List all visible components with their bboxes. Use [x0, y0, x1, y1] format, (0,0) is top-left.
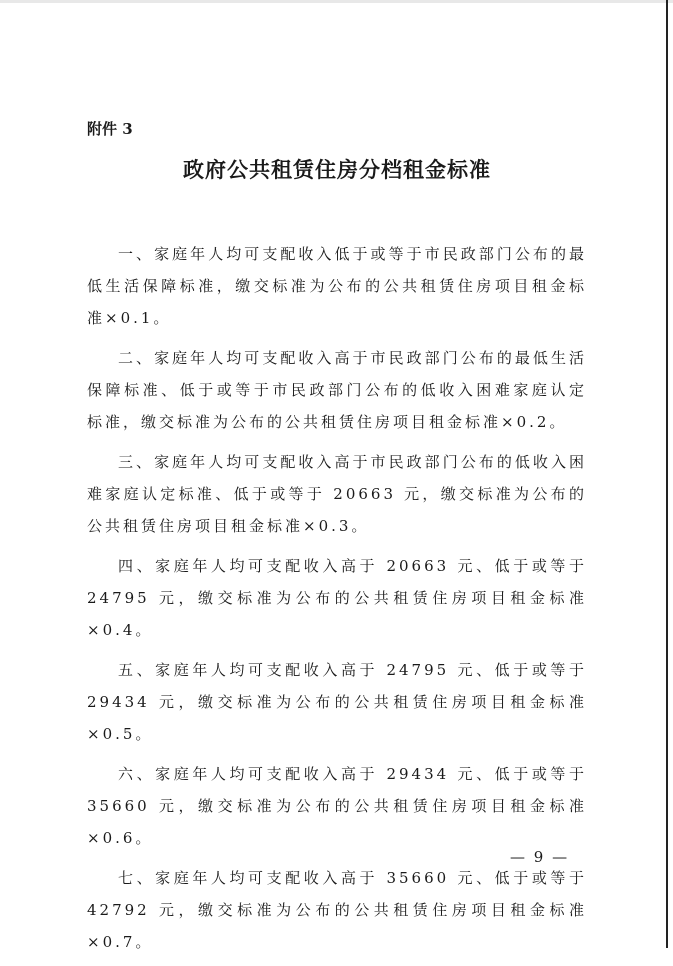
- page-number: — 9 —: [510, 848, 570, 866]
- document-title: 政府公共租赁住房分档租金标准: [183, 157, 491, 182]
- page-top-edge: [0, 0, 673, 3]
- rent-standard-item-4: 四、家庭年人均可支配收入高于 20663 元、低于或等于 24795 元，缴交标准为公布的公共租赁住房项目租金标准×0.4。: [87, 557, 587, 639]
- rent-standard-item-3: 三、家庭年人均可支配收入高于市民政部门公布的低收入困难家庭认定标准、低于或等于 20663 元，缴交标准为公布的公共租赁住房项目租金标准×0.3。: [87, 453, 587, 535]
- rent-standard-item-5: 五、家庭年人均可支配收入高于 24795 元、低于或等于 29434 元，缴交标准为公布的公共租赁住房项目租金标准×0.5。: [87, 661, 587, 743]
- rent-standard-item-7: 七、家庭年人均可支配收入高于 35660 元、低于或等于 42792 元，缴交标准为公布的公共租赁住房项目租金标准×0.7。: [87, 869, 587, 951]
- document-body: [87, 118, 587, 966]
- page-right-edge: [666, 0, 668, 948]
- rent-standard-item-6: 六、家庭年人均可支配收入高于 29434 元、低于或等于 35660 元，缴交标准为公布的公共租赁住房项目租金标准×0.6。: [87, 765, 587, 847]
- rent-standard-item-2: 二、家庭年人均可支配收入高于市民政部门公布的最低生活保障标准、低于或等于市民政部门公布的低收入困难家庭认定标准，缴交标准为公布的公共租赁住房项目租金标准×0.2。: [87, 349, 587, 431]
- attachment-label: 附件 3: [87, 120, 133, 138]
- rent-standard-item-1: 一、家庭年人均可支配收入低于或等于市民政部门公布的最低生活保障标准，缴交标准为公布的公共租赁住房项目租金标准×0.1。: [87, 245, 587, 327]
